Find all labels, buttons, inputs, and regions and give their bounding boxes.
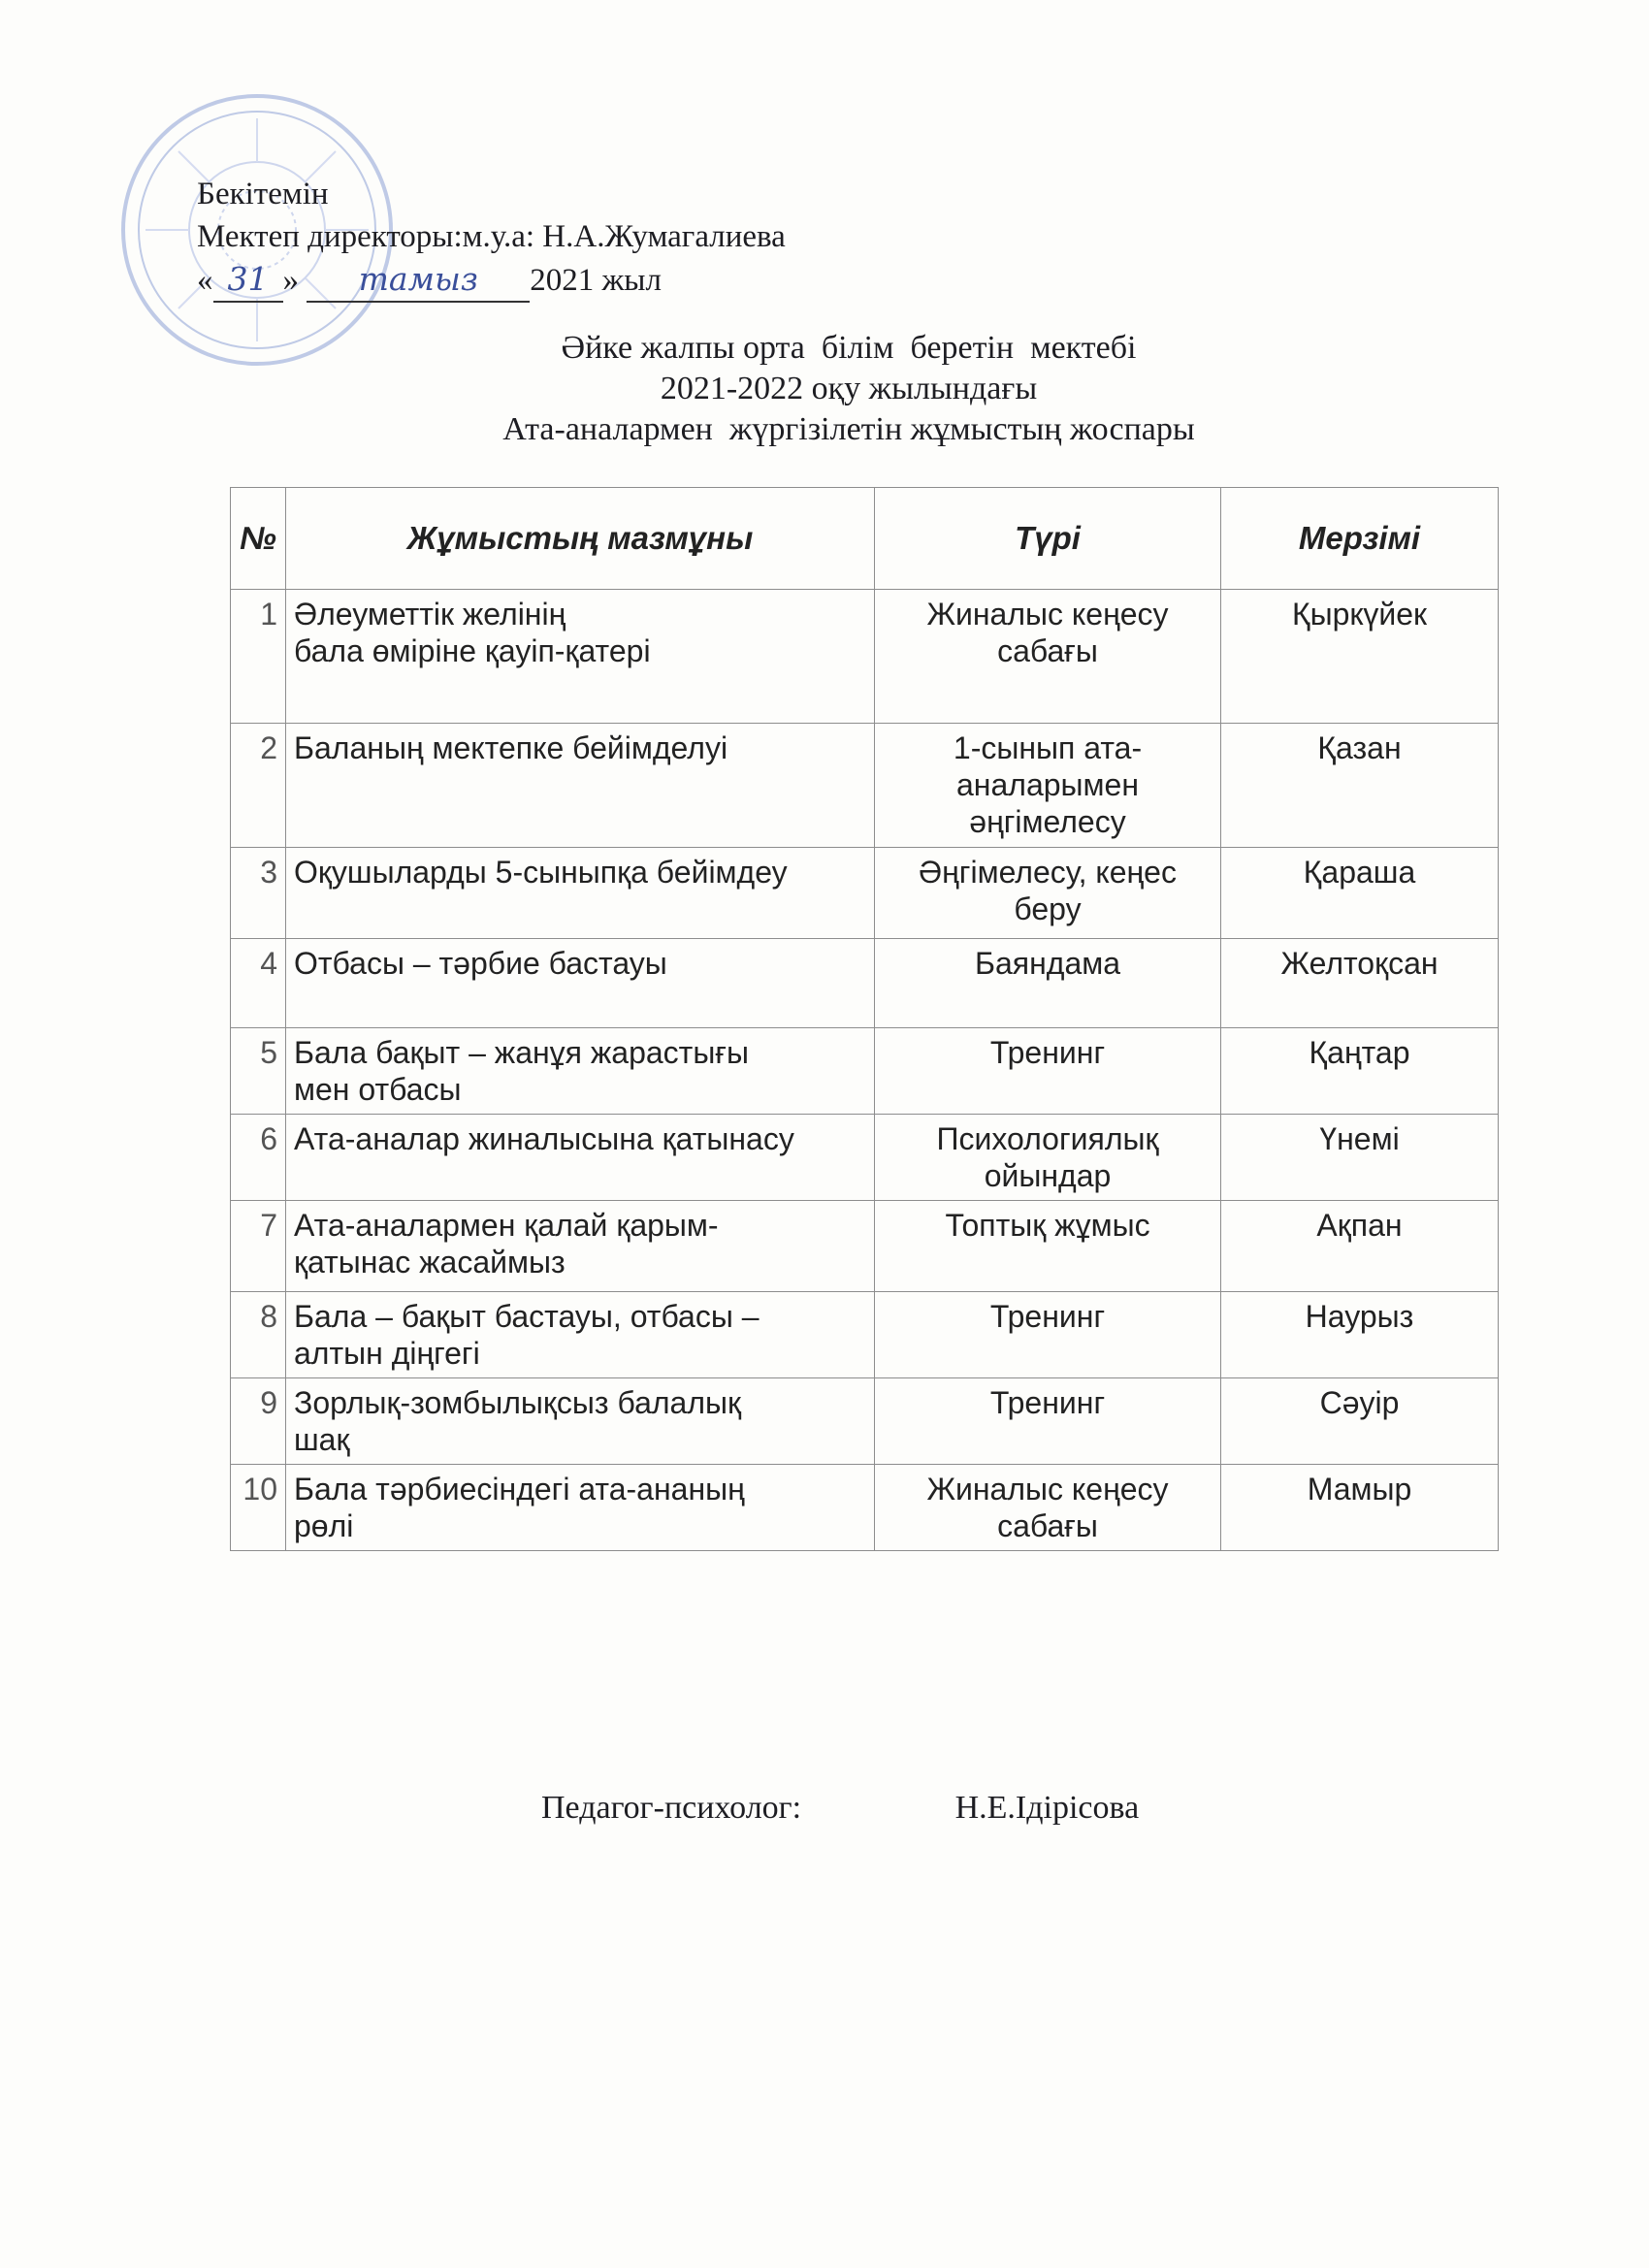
table-row [231, 590, 1499, 724]
director-line: Мектеп директоры:м.у.а: Н.А.Жумагалиева [197, 219, 786, 254]
cell-term: Наурыз [1221, 1292, 1499, 1378]
cell-num: 2 [231, 724, 286, 848]
cell-type: Тренинг [875, 1028, 1221, 1115]
cell-type: Жиналыс кеңесу сабағы [875, 590, 1221, 724]
approval-title: Бекітемін [197, 177, 329, 211]
table-row [231, 848, 1499, 939]
date-month: тамыз [307, 258, 530, 303]
cell-num: 5 [231, 1028, 286, 1115]
table-header-row [231, 488, 1499, 590]
cell-type: Топтық жұмыс [875, 1201, 1221, 1292]
cell-content: Зорлық-зомбылықсыз балалық шақ [286, 1378, 875, 1465]
cell-content: Баланың мектепке бейімделуі [286, 724, 875, 848]
cell-num: 3 [231, 848, 286, 939]
cell-content: Ата-аналармен қалай қарым- қатынас жасаймыз [286, 1201, 875, 1292]
cell-term: Қараша [1221, 848, 1499, 939]
cell-num: 7 [231, 1201, 286, 1292]
cell-num: 8 [231, 1292, 286, 1378]
cell-term: Қаңтар [1221, 1028, 1499, 1115]
cell-content: Бала бақыт – жанұя жарастығы мен отбасы [286, 1028, 875, 1115]
cell-content: Ата-аналар жиналысына қатынасу [286, 1115, 875, 1201]
cell-content: Бала – бақыт бастауы, отбасы – алтын діңгегі [286, 1292, 875, 1378]
header-term: Мерзімі [1221, 488, 1499, 590]
document-titles [291, 328, 1406, 450]
cell-content: Бала тәрбиесіндегі ата-ананың рөлі [286, 1465, 875, 1551]
table-row [231, 1028, 1499, 1115]
cell-term: Үнемі [1221, 1115, 1499, 1201]
cell-type: 1-сынып ата- аналарымен әңгімелесу [875, 724, 1221, 848]
cell-term: Сәуір [1221, 1378, 1499, 1465]
signer-name: Н.Е.Ідірісова [954, 1790, 1140, 1826]
signature-line [541, 1790, 1139, 1827]
cell-content: Отбасы – тәрбие бастауы [286, 939, 875, 1028]
cell-term: Қазан [1221, 724, 1499, 848]
plan-title: Ата-аналармен жүргізілетін жұмыстың жоспары [502, 411, 1195, 447]
table-row [231, 1378, 1499, 1465]
table-row [231, 1115, 1499, 1201]
cell-content: Әлеуметтік желінің бала өміріне қауіп-қатері [286, 590, 875, 724]
approval-date [197, 258, 786, 303]
cell-term: Желтоқсан [1221, 939, 1499, 1028]
table-row [231, 1201, 1499, 1292]
table-row [231, 1292, 1499, 1378]
cell-type: Баяндама [875, 939, 1221, 1028]
cell-type: Жиналыс кеңесу сабағы [875, 1465, 1221, 1551]
date-year: 2021 жыл [530, 263, 662, 298]
quote-close: » [282, 263, 299, 298]
date-day: 31 [213, 258, 283, 303]
cell-num: 6 [231, 1115, 286, 1201]
cell-type: Тренинг [875, 1378, 1221, 1465]
table-row [231, 724, 1499, 848]
cell-num: 9 [231, 1378, 286, 1465]
cell-num: 4 [231, 939, 286, 1028]
cell-type: Әңгімелесу, кеңес беру [875, 848, 1221, 939]
table-row [231, 939, 1499, 1028]
academic-year: 2021-2022 оқу жылындағы [660, 371, 1038, 406]
school-name: Әйке жалпы орта білім беретін мектебі [561, 330, 1137, 366]
cell-num: 10 [231, 1465, 286, 1551]
header-type: Түрі [875, 488, 1221, 590]
cell-content: Оқушыларды 5-сыныпқа бейімдеу [286, 848, 875, 939]
work-plan-table [230, 487, 1499, 1551]
cell-term: Қыркүйек [1221, 590, 1499, 724]
signer-role: Педагог-психолог: [541, 1790, 802, 1826]
approval-block [197, 173, 786, 303]
table-row [231, 1465, 1499, 1551]
cell-type: Тренинг [875, 1292, 1221, 1378]
cell-type: Психологиялық ойындар [875, 1115, 1221, 1201]
header-num: № [231, 488, 286, 590]
header-content: Жұмыстың мазмұны [286, 488, 875, 590]
cell-num: 1 [231, 590, 286, 724]
cell-term: Мамыр [1221, 1465, 1499, 1551]
quote-open: « [197, 263, 213, 298]
cell-term: Ақпан [1221, 1201, 1499, 1292]
